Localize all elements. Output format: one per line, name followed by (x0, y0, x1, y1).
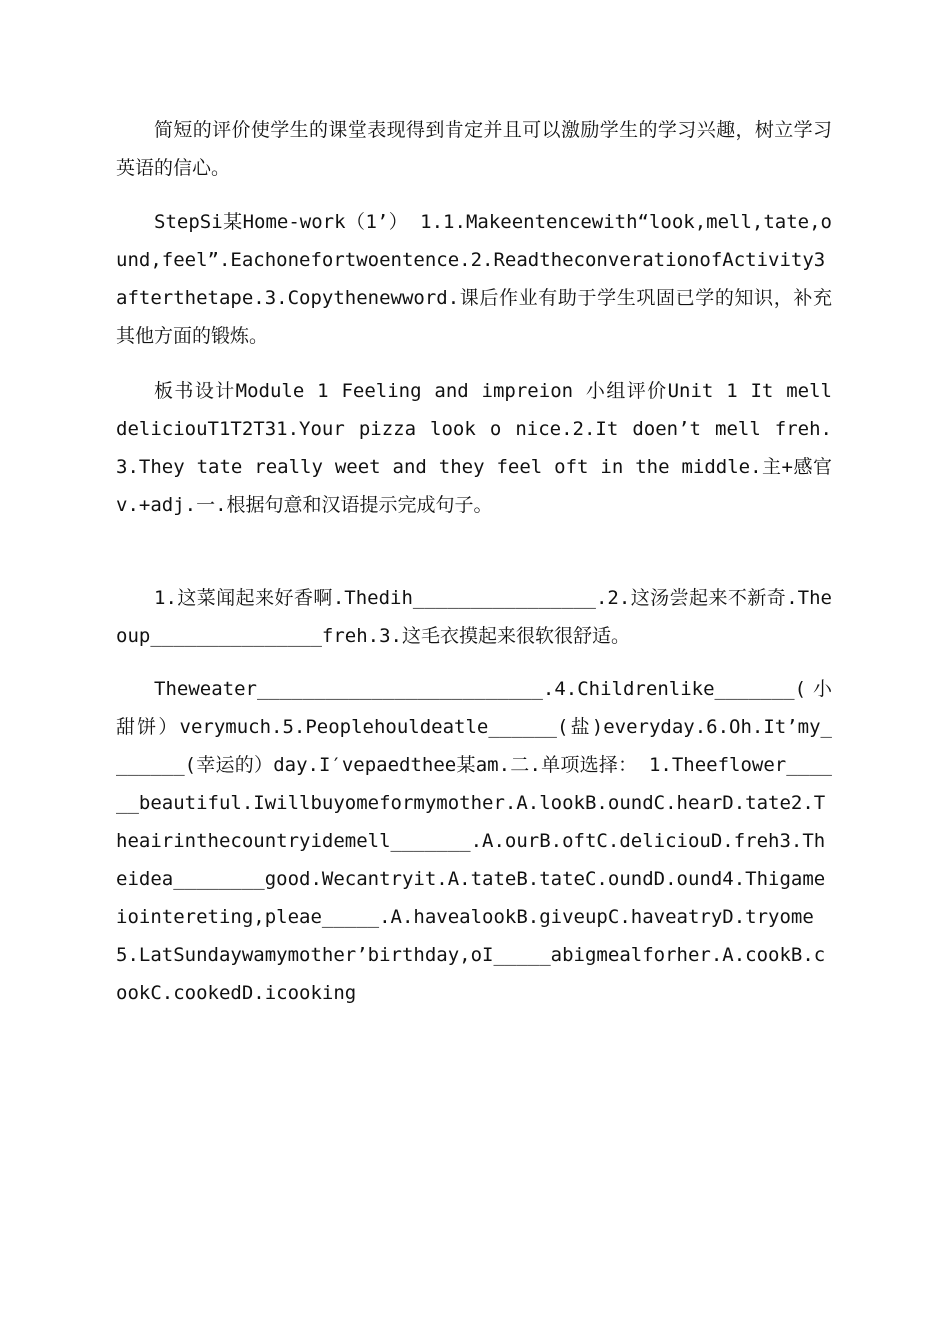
paragraph-fill-in-exercises: 1.这菜闻起来好香啊.Thedih________________.2.这汤尝起来不新奇.Theoup_______________freh.3.这毛衣摸起来很软很舒适。 (116, 587, 832, 647)
paragraph-evaluation-note: 简短的评价使学生的课堂表现得到肯定并且可以激励学生的学习兴趣，树立学习英语的信心。 (116, 119, 832, 179)
paragraph-blackboard-design: 板书设计Module 1 Feeling and impreion 小组评价Unit 1 It mell deliciouT1T2T31.Your pizza look o nice.2.It doen’t mell freh. 3.They tate really weet and they feel oft in the middle.主+感官v.+adj.一.根据句意和汉语提示完成句子。 (116, 380, 832, 516)
paragraph-homework-step: StepSi某Home-work（1’） 1.1.Makeentencewith“look,mell,tate,ound,feel”.Eachonefortwoentence.2.ReadtheconverationofActivity3afterthetape.3.Copythenewword.课后作业有助于学生巩固已学的知识，补充其他方面的锻炼。 (116, 211, 832, 347)
paragraph-multiple-choice: Theweater_________________________.4.Childrenlike_______(小甜饼）verymuch.5.Peoplehouldeatle______(盐)everyday.6.Oh.It’my_______(幸运的）day.I′vepaedthee某am.二.单项选择： 1.Theeflower______beautiful.Iwillbuyomeformymother.A.lookB.oundC.hearD.tate2.Theairinthecountryidemell_______.A.ourB.oftC.deliciouD.freh3.Theidea________good.Wecantryit.A.tateB.tateC.oundD.ound4.Thigameiointereting,pleae_____.A.havealookB.giveupC.haveatryD.tryome5.LatSundaywamymother’birthday,oI_____abigmealforher.A.cookB.cookC.cookedD.icooking (116, 678, 832, 1004)
